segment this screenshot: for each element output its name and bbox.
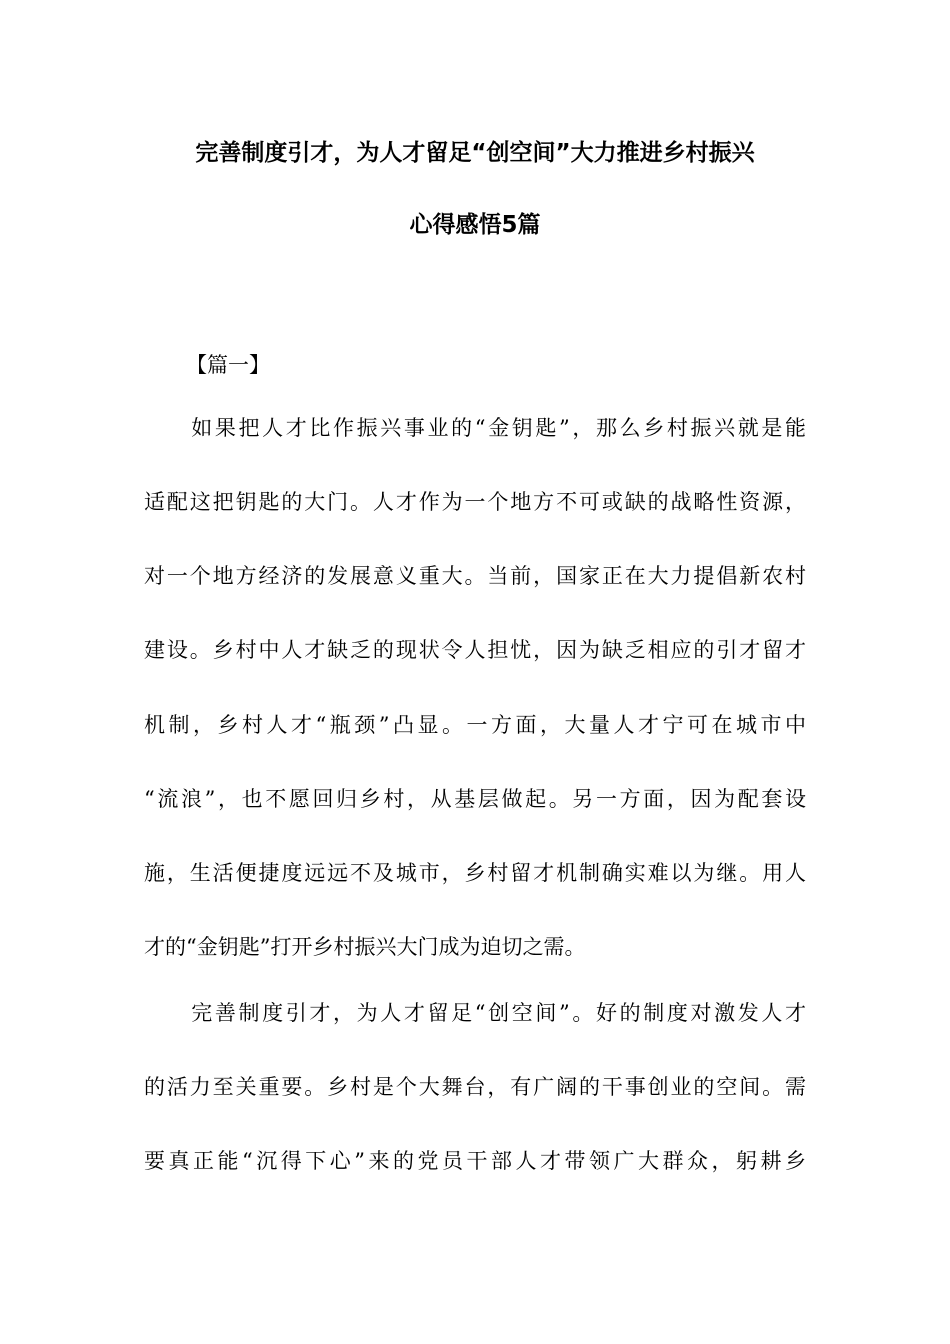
body-text-line: 建设。乡村中人才缺乏的现状令人担忧，因为缺乏相应的引才留才 [144,638,806,662]
body-text-line: 适配这把钥匙的大门。人才作为一个地方不可或缺的战略性资源， [144,490,806,514]
body-text-line: 才的“金钥匙”打开乡村振兴大门成为迫切之需。 [144,935,586,959]
body-text-line: 的活力至关重要。乡村是个大舞台，有广阔的干事创业的空间。需 [144,1075,806,1099]
body-text-line: 机制，乡村人才“瓶颈”凸显。一方面，大量人才宁可在城市中 [144,713,806,737]
document-title-line-1: 完善制度引才，为人才留足“创空间”大力推进乡村振兴 [195,140,755,166]
section-heading: 【篇一】 [186,353,270,377]
body-text-line: 施，生活便捷度远远不及城市，乡村留才机制确实难以为继。用人 [144,861,806,885]
document-title-line-2: 心得感悟5篇 [409,212,541,238]
body-text-line: 完善制度引才，为人才留足“创空间”。好的制度对激发人才 [144,1001,806,1025]
body-text-line: “流浪”，也不愿回归乡村，从基层做起。另一方面，因为配套设 [144,787,806,811]
body-text-line: 如果把人才比作振兴事业的“金钥匙”，那么乡村振兴就是能 [144,416,806,440]
body-text-line: 要真正能“沉得下心”来的党员干部人才带领广大群众，躬耕乡 [144,1149,806,1173]
body-text-line: 对一个地方经济的发展意义重大。当前，国家正在大力提倡新农村 [144,564,806,588]
